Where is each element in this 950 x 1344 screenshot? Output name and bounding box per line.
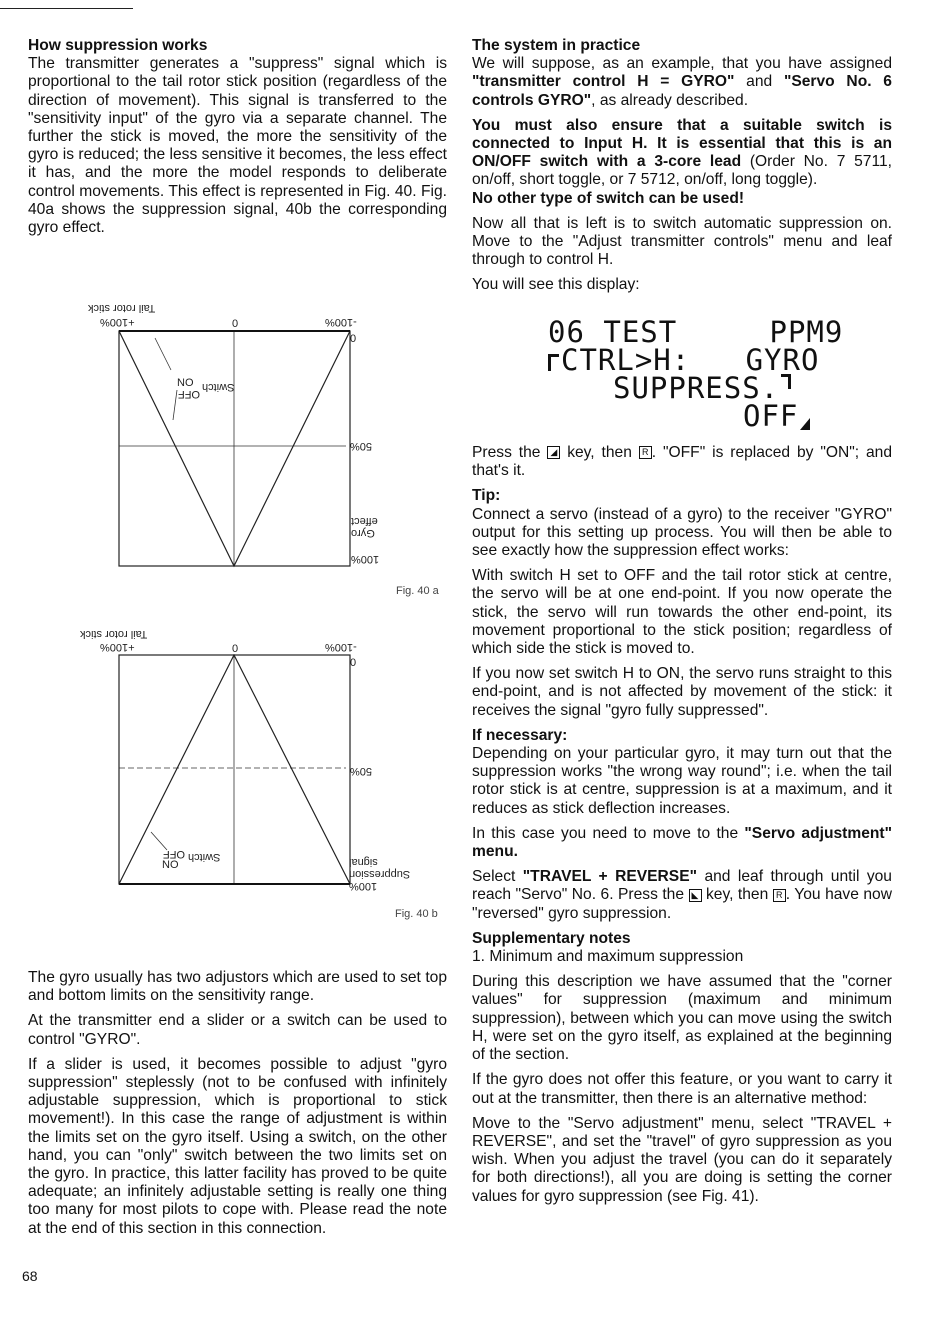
fig-a-zero: 0 bbox=[232, 318, 239, 330]
left-column bbox=[28, 37, 447, 244]
heading-supplementary-notes: Supplementary notes bbox=[472, 929, 631, 947]
r-key-icon: R bbox=[639, 446, 652, 459]
fig-b-caption: Fig. 40 b bbox=[395, 908, 438, 920]
fig-b-r50: 50% bbox=[350, 765, 373, 777]
heading-if-necessary: If necessary: bbox=[472, 726, 568, 744]
paragraph: In this case you need to move to the "Servo adjustment" menu. bbox=[472, 824, 892, 861]
fig-b-r0: 0 bbox=[350, 657, 357, 669]
right-column-continued bbox=[472, 444, 892, 1213]
lcd-line-2: CTRL>H: GYRO bbox=[548, 346, 818, 374]
lcd-line-1: 06 TEST PPM9 bbox=[548, 315, 844, 349]
fig-b-minus: -100% bbox=[325, 641, 357, 653]
paragraph: Now all that is left is to switch automatic suppression on. Move to the "Adjust transmitter controls" menu and leaf through to control H. bbox=[472, 214, 892, 269]
fig-a-r0: 0 bbox=[350, 333, 357, 345]
fig-a-no: NO bbox=[177, 377, 194, 389]
fig-a-axis-title: Tail rotor stick bbox=[88, 302, 156, 314]
fig-a-caption: Fig. 40 a bbox=[396, 585, 439, 597]
fig-b-plus: +100% bbox=[100, 641, 135, 653]
fig-b-graph bbox=[115, 654, 355, 889]
fig-b-axis-title: Tail rotor stick bbox=[80, 628, 148, 640]
paragraph: If the gyro does not offer this feature, or you want to carry it out at the transmitter, then there is an alternative method: bbox=[472, 1071, 892, 1107]
fig-b-suppression: Suppression bbox=[349, 868, 411, 880]
fig-a-r100: 100% bbox=[351, 553, 380, 565]
paragraph: Press the ◢ key, then R . "OFF" is replaced by "ON"; and that's it. bbox=[472, 444, 893, 480]
lcd-line-3: SUPPRESS. bbox=[548, 374, 818, 402]
fig-a-switch: Switch bbox=[202, 381, 235, 393]
paragraph: Depending on your particular gyro, it may turn out that the suppression works "the wrong way round"; i.e. when the tail rotor stick is at centre, suppression is at a maximum, and it reduces as stick deflection increases. bbox=[472, 745, 892, 817]
lcd-display bbox=[548, 315, 844, 434]
paragraph: The gyro usually has two adjustors which are used to set top and bottom limits on the sensitivity range. bbox=[28, 969, 447, 1005]
heading-how-suppression-works: How suppression works bbox=[28, 37, 208, 54]
cursor-corner-icon bbox=[548, 354, 559, 371]
paragraph: With switch H set to OFF and the tail rotor stick at centre, the servo will be at one end-point. If you now operate the stick, the servo will run towards the other end-point, its movement proportional to the stick position; regardless of which side the stick is moved to. bbox=[472, 567, 892, 658]
paragraph-warning: No other type of switch can be used! bbox=[472, 189, 745, 207]
heading-tip: Tip: bbox=[472, 487, 501, 505]
paragraph: During this description we have assumed that the "corner values" for suppression (maximum and minimum suppression), between which you can move using the switch H, were set on the gyro itself, as explained at the beginning of the section. bbox=[472, 973, 892, 1064]
paragraph: Move to the "Servo adjustment" menu, select "TRAVEL + REVERSE", and set the "travel" of gyro suppression as you wish. When you adjust the travel (you can do it separately for both directions!), all you are doing is setting the corner values for gyro suppression (see Fig. 41). bbox=[472, 1114, 892, 1205]
cursor-corner-icon bbox=[781, 374, 791, 389]
fig-a-minus: -100% bbox=[325, 316, 357, 328]
fig-a-effect: effect bbox=[351, 515, 378, 527]
paragraph: We will suppose, as an example, that you have assigned "transmitter control H = GYRO" and "Servo No. 6 controls GYRO", as already described. bbox=[472, 55, 892, 109]
page-number: 68 bbox=[22, 1268, 38, 1284]
paragraph: Select "TRAVEL + REVERSE" and leaf through until you reach "Servo" No. 6. Press the ◣ key, then R . You have now "reversed" gyro suppression. bbox=[472, 868, 892, 922]
fig-a-gyro: Gyro bbox=[351, 527, 375, 539]
paragraph: If you now set switch H to ON, the servo runs straight to this end-point, and is not affected by movement of the stick: it receives the signal "gyro fully suppressed". bbox=[472, 665, 892, 719]
paragraph: If a slider is used, it becomes possible to adjust "gyro suppression" steplessly (not to be confused with infinitely adjustable suppression, which is proportional to stick movement!). In this case the range of adjustment is within the limits set on the gyro itself. Using a switch, on the other hand, you can "only" switch between the two limits set on the gyro. In practice, this latter facility has proved to be quite adequate; an infinitely adjustable setting is really one thing too many for most pilots to cope with. Please read the note at the end of this section in this connection. bbox=[28, 1055, 447, 1237]
fig-b-signal: signal bbox=[349, 856, 378, 868]
fig-a-off: OFF bbox=[178, 388, 200, 400]
paragraph: You must also ensure that a suitable switch is connected to Input H. It is essential that this is an ON/OFF switch with a 3-core lead (Order No. 7 5711, on/off, short toggle, or 7 5712, on/off, long toggle). bbox=[472, 116, 892, 189]
lcd-line-4: OFF bbox=[548, 402, 818, 430]
fig-b-switch: Switch bbox=[188, 851, 221, 863]
heading-system-in-practice: The system in practice bbox=[472, 37, 641, 54]
right-column bbox=[472, 37, 892, 302]
fig-a-plus: +100% bbox=[100, 316, 135, 328]
left-column-bottom bbox=[28, 969, 447, 1245]
paragraph: Connect a servo (instead of a gyro) to the receiver "GYRO" output for this setting up process. You will then be able to see exactly how the suppression effect works: bbox=[472, 505, 892, 560]
fig-b-no: NO bbox=[162, 859, 179, 871]
cursor-corner-icon bbox=[800, 418, 810, 430]
r-key-icon: R bbox=[773, 889, 786, 902]
fig-a-r50: 50% bbox=[350, 440, 373, 452]
fig-b-off: OFF bbox=[163, 848, 185, 860]
paragraph: You will see this display: bbox=[472, 276, 640, 294]
paragraph: At the transmitter end a slider or a switch can be used to control "GYRO". bbox=[28, 1012, 447, 1048]
fig-b-zero: 0 bbox=[232, 643, 239, 655]
paragraph: The transmitter generates a "suppress" signal which is proportional to the tail rotor stick position (regardless of the direction of movement). This signal is transferred to the "sensitivity input" of the gyro via a separate channel. The further the stick is moved, the more the sensitivity of the gyro is reduced; the less sensitive it becomes, the less effect it has, and the more the model responds to deliberate control movements. This effect is represented in Fig. 40. Fig. 40a shows the suppression signal, 40b the corresponding gyro effect. bbox=[28, 55, 447, 237]
paragraph: 1. Minimum and maximum suppression bbox=[472, 948, 744, 966]
top-rule bbox=[0, 8, 133, 9]
fig-a-graph bbox=[115, 330, 355, 575]
fig-b-r100: 100% bbox=[349, 880, 378, 892]
key-icon: ◢ bbox=[547, 446, 560, 459]
key-icon: ◣ bbox=[689, 889, 702, 902]
